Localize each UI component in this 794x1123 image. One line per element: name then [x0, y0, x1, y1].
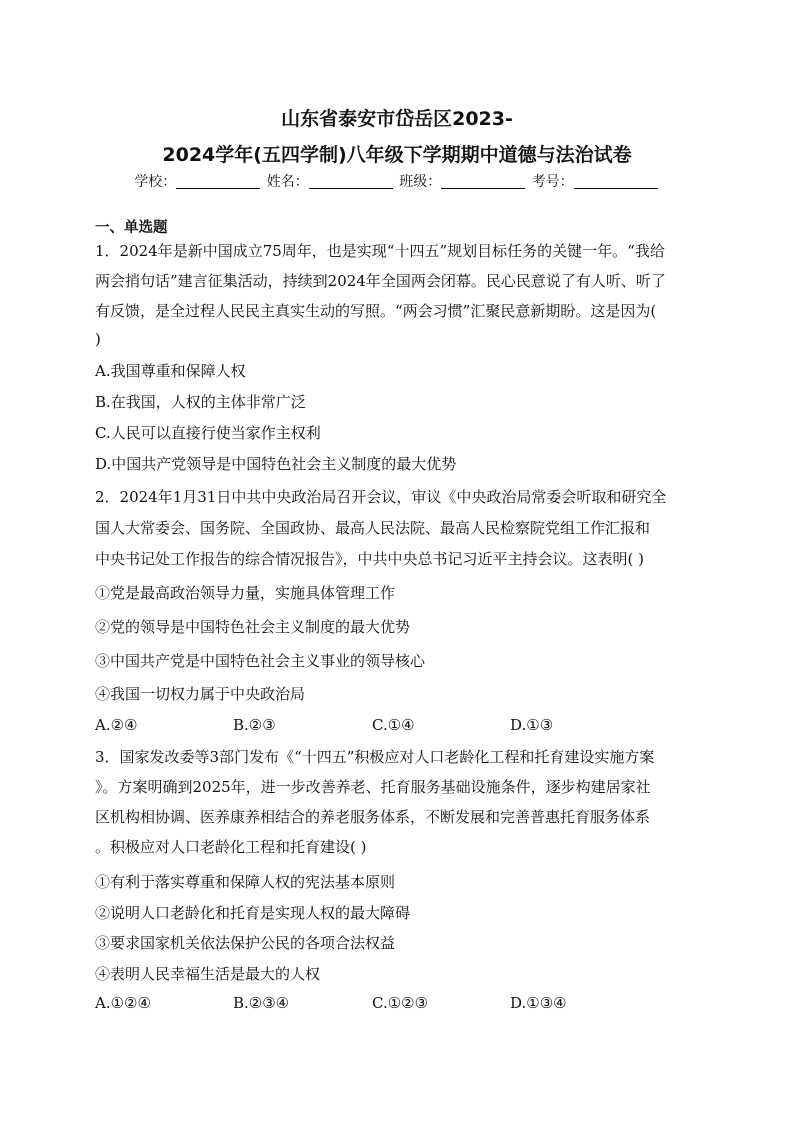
- statement-2: ②党的领导是中国特色社会主义制度的最大优势: [95, 618, 411, 636]
- exam-title-line1: 山东省泰安市岱岳区2023-: [281, 108, 513, 130]
- question-text-line: 》。方案明确到2025年，进一步改善养老、托育服务基础设施条件，逐步构建居家社: [95, 778, 651, 796]
- statement-3: ③要求国家机关依法保护公民的各项合法权益: [95, 934, 396, 952]
- option-d[interactable]: D.①③: [510, 716, 554, 734]
- school-blank[interactable]: [176, 174, 260, 189]
- question-text-line: 两会捎句话”建言征集活动，持续到2024年全国两会闭幕。民心民意说了有人听、听了: [95, 272, 666, 290]
- option-a[interactable]: A.②④: [95, 716, 138, 734]
- option-d[interactable]: D.中国共产党领导是中国特色社会主义制度的最大优势: [95, 455, 457, 473]
- option-b[interactable]: B.②③: [233, 716, 276, 734]
- question-text-line: 3．国家发改委等3部门发布《“十四五”积极应对人口老龄化工程和托育建设实施方案: [95, 748, 655, 766]
- question-text-line: 中央书记处工作报告的综合情况报告》，中共中央总书记习近平主持会议。这表明( ): [95, 550, 644, 568]
- section-heading: 一、单选题: [95, 220, 168, 236]
- option-c[interactable]: C.人民可以直接行使当家作主权利: [95, 424, 321, 442]
- question-text-line: 。积极应对人口老龄化工程和托育建设( ): [95, 838, 367, 856]
- statement-2: ②说明人口老龄化和托育是实现人权的最大障碍: [95, 904, 411, 922]
- question-text-line: ): [95, 330, 101, 348]
- class-blank[interactable]: [441, 174, 525, 189]
- option-b[interactable]: B.在我国，人权的主体非常广泛: [95, 393, 306, 411]
- class-label: 班级：: [399, 174, 442, 190]
- statement-3: ③中国共产党是中国特色社会主义事业的领导核心: [95, 652, 426, 670]
- school-label: 学校：: [134, 174, 177, 190]
- option-d[interactable]: D.①③④: [510, 994, 567, 1012]
- option-c[interactable]: C.①④: [372, 716, 415, 734]
- question-text-line: 1．2024年是新中国成立75周年，也是实现“十四五”规划目标任务的关键一年。“我给: [95, 242, 665, 260]
- statement-1: ①有利于落实尊重和保障人权的宪法基本原则: [95, 873, 396, 891]
- option-a[interactable]: A.我国尊重和保障人权: [95, 362, 246, 380]
- name-blank[interactable]: [309, 174, 393, 189]
- statement-4: ④我国一切权力属于中央政治局: [95, 685, 306, 703]
- option-b[interactable]: B.②③④: [233, 994, 290, 1012]
- question-text-line: 区机构相协调、医养康养相结合的养老服务体系，不断发展和完善普惠托育服务体系: [95, 808, 651, 826]
- option-c[interactable]: C.①②③: [372, 994, 429, 1012]
- question-text-line: 有反馈，是全过程人民民主真实生动的写照。“两会习惯”汇聚民意新期盼。这是因为(: [95, 302, 657, 320]
- option-a[interactable]: A.①②④: [95, 994, 151, 1012]
- question-text-line: 国人大常委会、国务院、全国政协、最高人民法院、最高人民检察院党组工作汇报和: [95, 519, 651, 537]
- student-info-row: [0, 171, 794, 191]
- name-label: 姓名：: [266, 174, 309, 190]
- exam-number-blank[interactable]: [574, 174, 658, 189]
- statement-1: ①党是最高政治领导力量，实施具体管理工作: [95, 584, 396, 602]
- statement-4: ④表明人民幸福生活是最大的人权: [95, 965, 321, 983]
- exam-number-label: 考号：: [531, 174, 574, 190]
- exam-title-line2: 2024学年(五四学制)八年级下学期期中道德与法治试卷: [162, 144, 632, 166]
- question-text-line: 2．2024年1月31日中共中央政治局召开会议，审议《中央政治局常委会听取和研究全: [95, 488, 667, 506]
